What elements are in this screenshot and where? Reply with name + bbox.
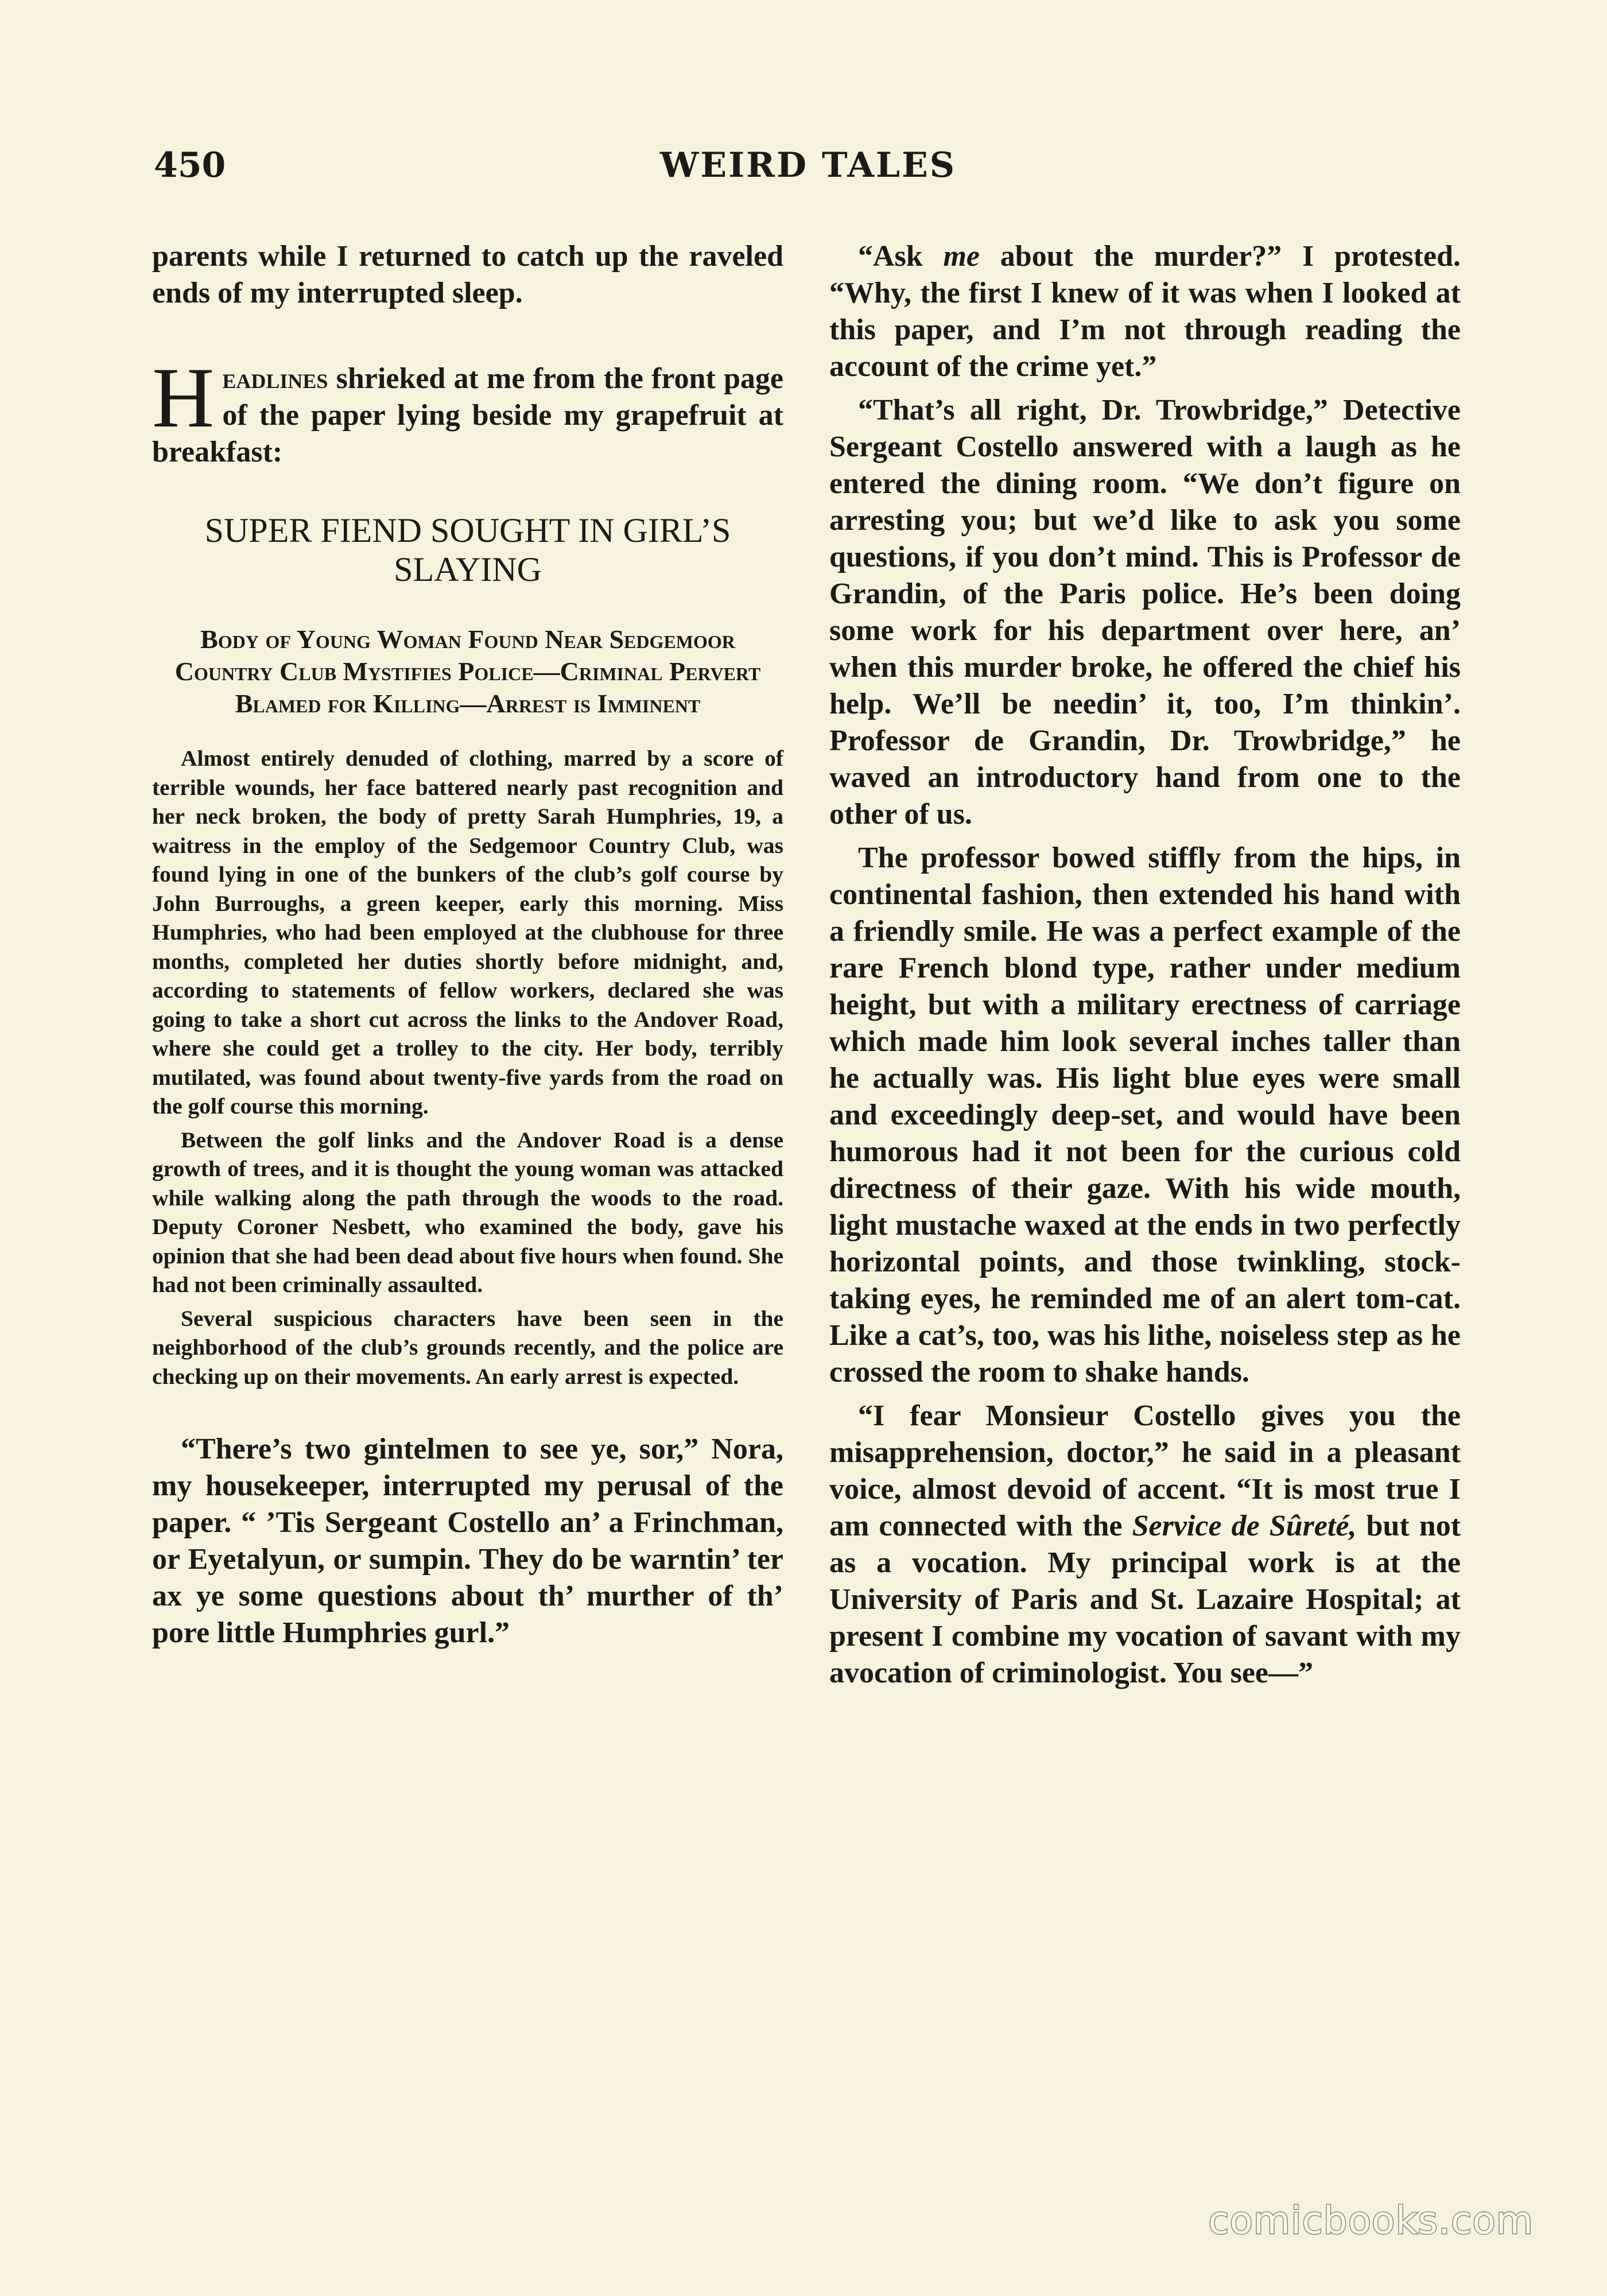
news-paragraph: Between the golf links and the Andover Road is a dense growth of trees, and it is thought the young woman was attacked while walking along the path through the woods to the road. Deputy Coroner Nesbett, who examined the body, gave his opinion that she had been dead about five hours when found. She had not been criminally assaulted.	[152, 1127, 783, 1297]
text-span: but not as a vocation. My principal work is at the University of Paris and St. Lazaire Hospital; at present I combine my vocation of savant with my avocation of criminologist. You see—”	[829, 1510, 1461, 1689]
de-grandin-paragraph	[829, 1398, 1461, 1692]
text-span: “I fear Monsieur Costello gives you the misapprehension, doctor,” he said in a pleasant voice, almost devoid of accent. “It is most true I am connected with the	[829, 1399, 1461, 1542]
nora-paragraph: “There’s two gintelmen to see ye, sor,” Nora, my housekeeper, interrupted my perusal of the paper. “ ’Tis Sergeant Costello an’ a Frinchman, or Eyetalyun, or sumpin. They do be warntin’ ter ax ye some questions about th’ murther of th’ pore little Humphries gurl.”	[152, 1433, 783, 1649]
costello-paragraph: “That’s all right, Dr. Trowbridge,” Detective Sergeant Costello answered with a laugh as he entered the dining room. “We don’t figure on arresting you; but we’d like to ask you some questions, if you don’t mind. This is Professor de Grandin, of the Paris police. He’s been doing some work for his department over here, an’ when this murder broke, he offered the chief his help. We’ll be needin’ it, too, I’m thinkin’. Professor de Grandin, Dr. Trowbridge,” he waved an introductory hand from one to the other of us.	[829, 394, 1461, 831]
page-number: 450	[154, 145, 226, 185]
running-title: WEIRD TALES	[660, 145, 957, 185]
right-column	[829, 238, 1461, 1698]
emphasis-text: me	[943, 240, 980, 273]
text-span: “Ask	[858, 240, 944, 273]
headlines-paragraph-text: shrieked at me from the front page of the paper lying beside my grapefruit at breakfast:	[152, 362, 783, 468]
drop-cap: H	[152, 350, 215, 445]
left-column	[152, 238, 783, 1658]
newspaper-headline: SUPER FIEND SOUGHT IN GIRL’S SLAYING	[204, 511, 731, 588]
newspaper-subheadline: Body of Young Woman Found Near Sedgemoor Country Club Mystifies Police—Criminal Pervert Blamed for Killing—Arrest is Imminent	[174, 625, 761, 718]
news-paragraph: Several suspicious characters have been seen in the neighborhood of the club’s grounds recently, and the police are checking up on their movements. An early arrest is expected.	[152, 1305, 783, 1389]
text-span: about the murder?” I protested. “Why, the first I knew of it was when I looked at this paper, and I’m not through reading the account of the crime yet.”	[829, 240, 1461, 383]
dropcap-word-rest: eadlines	[222, 362, 328, 395]
headlines-paragraph	[152, 350, 783, 471]
emphasis-text: Service de Sûreté,	[1132, 1510, 1357, 1542]
opening-paragraph: parents while I returned to catch up the raveled ends of my interrupted sleep.	[152, 240, 783, 309]
protest-paragraph	[829, 238, 1461, 385]
news-paragraph: Almost entirely denuded of clothing, marred by a score of terrible wounds, her face battered nearly past recognition and her neck broken, the body of pretty Sarah Humphries, 19, a waitress in the employ of the Sedgemoor Country Club, was found lying in one of the bunkers of the club’s golf course by John Burroughs, a green keeper, early this morning. Miss Humphries, who had been employed at the clubhouse for three months, completed her duties shortly before midnight, and, according to statements of fellow workers, declared she was going to take a short cut across the links to the Andover Road, where she could get a trolley to the city. Her body, terribly mutilated, was found about twenty-five yards from the road on the golf course this morning.	[152, 746, 783, 1119]
watermark: comicbooks.com	[1208, 2198, 1534, 2243]
professor-description-paragraph: The professor bowed stiffly from the hips, in continental fashion, then extended his hand with a friendly smile. He was a perfect example of the rare French blond type, rather under medium height, but with a military erectness of carriage which made him look several inches taller than he actually was. His light blue eyes were small and exceedingly deep-set, and would have been humorous had it not been for the curious cold directness of their gaze. With his wide mouth, light mustache waxed at the ends in two perfectly horizontal points, and those twinkling, stock-taking eyes, he reminded me of an alert tom-cat. Like a cat’s, too, was his lithe, noiseless step as he crossed the room to shake hands.	[829, 841, 1461, 1389]
newspaper-article	[152, 744, 783, 1391]
